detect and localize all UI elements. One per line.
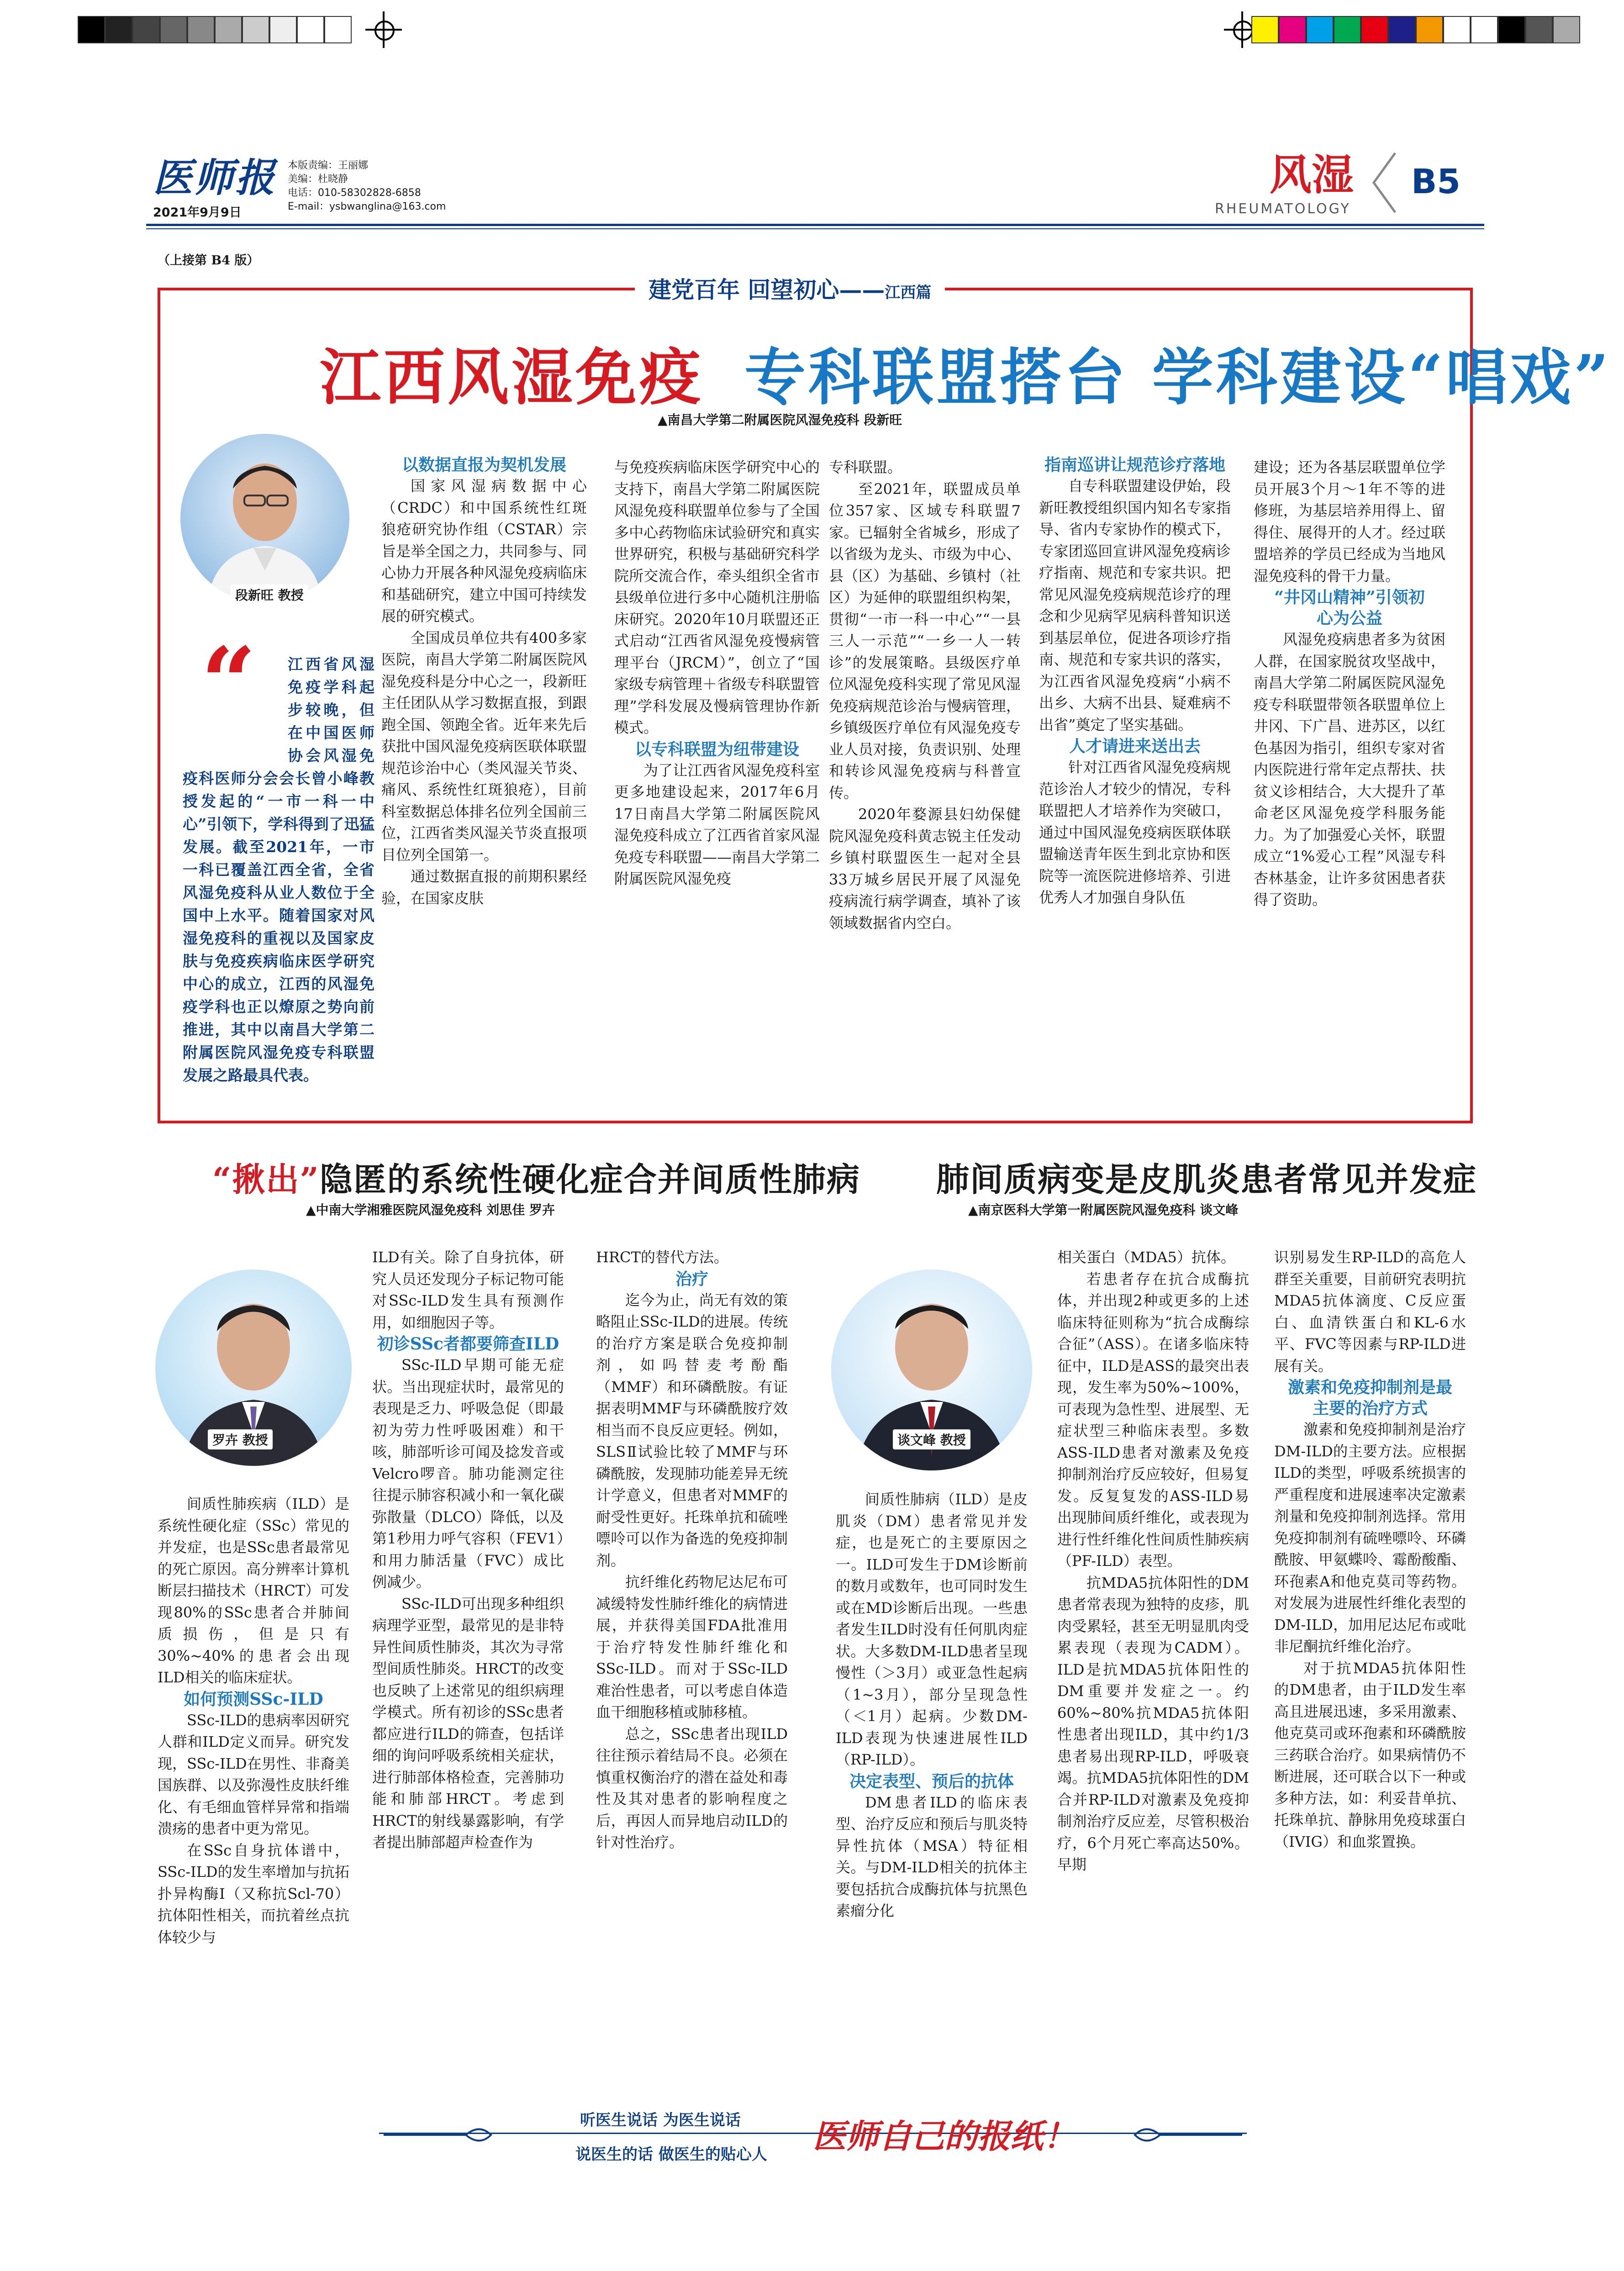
paragraph: 抗纤维化药物尼达尼布可减缓特发性肺纤维化的病情进展，并获得美国FDA批准用于治疗特发性肺纤维化和SSc-ILD。而对于SSc-ILD难治性患者，可以考虑自体造血干细胞移植或肺移植。: [596, 1573, 788, 1721]
color-bar: [1251, 16, 1580, 43]
paragraph: 若患者存在抗合成酶抗体，并出现2种或更多的上述临床特征则称为“抗合成酶综合征”（ASS）。在诸多临床特征中，ILD是ASS的最突出表现，发生率为50%~100%，可表现为急性型、进展型、无症状型三种临床表型。多数ASS-ILD患者对激素及免疫抑制剂治疗反应较好，但易复发。反复复发的ASS-ILD易出现肺间质纤维化，或表现为进行性纤维化性间质性肺疾病（PF-ILD）表型。: [1057, 1270, 1249, 1570]
paragraph: 为了让江西省风湿免疫科室更多地建设起来，2017年6月17日南昌大学第二附属医院风湿免疫科成立了江西省首家风湿免疫专科联盟——南昌大学第二附属医院风湿免疫: [614, 761, 820, 887]
article-subhead: 治疗: [675, 1269, 708, 1289]
editor-line: 本版责编：王丽娜: [288, 160, 369, 171]
editor-info: [288, 159, 446, 214]
paragraph: SSc-ILD早期可能无症状。当出现症状时，最常见的表现是乏力、呼吸急促（即最初为劳力性呼吸困难）和干咳，肺部听诊可闻及捻发音或Velcro啰音。肺功能测定往往提示肺容积减小和一氧化碳弥散量（DLCO）降低，以及第1秒用力呼气容积（FEV1）和用力肺活量（FVC）成比例减少。: [372, 1356, 564, 1591]
header-rule-thin: [146, 228, 1484, 229]
section-title-en: RHEUMATOLOGY: [1215, 201, 1351, 217]
paragraph: 间质性肺疾病（ILD）是系统性硬化症（SSc）常见的并发症，也是SSc患者最常见的死亡原因。高分辨率计算机断层扫描技术（HRCT）可发现80%的SSc患者合并肺间质损伤，但是只有30%~40%的患者会出现ILD相关的临床症状。: [158, 1495, 349, 1686]
editor-line: E-mail：ysbwanglina@163.com: [288, 201, 446, 212]
paragraph: 至2021年，联盟成员单位357家、区域专科联盟7家。已辐射全省城乡，形成了以省级为龙头、市级为中心、县（区）为基础、乡镇村（社区）为延伸的联盟组织构架，贯彻“一市一科一中心”“一县三人一示范”“一乡一人一转诊”的发展策略。县级医疗单位风湿免疫科实现了常见风湿免疫病规范诊治与慢病管理，乡镇级医疗单位有风湿免疫专业人员对接，负责识别、处理和转诊风湿免疫病与科普宣传。: [829, 480, 1021, 801]
paragraph: HRCT的替代方法。: [596, 1249, 728, 1266]
footer-slogan-1: 听医生说话 为医生说话: [580, 2111, 741, 2129]
article-subhead: 如何预测SSc-ILD: [184, 1689, 323, 1709]
paragraph: 抗MDA5抗体阳性的DM患者常表现为独特的皮疹，肌肉受累轻，甚至无明显肌肉受累表现（表现为CADM）。ILD是抗MDA5抗体阳性的DM重要并发症之一。约60%~80%抗MDA5抗体阳性患者出现ILD，其中约1/3患者易出现RP-ILD，呼吸衰竭。抗MDA5抗体阳性的DM合并RP-ILD对激素及免疫抑制剂治疗反应差，尽管积极治疗，6个月死亡率高达50%。早期: [1057, 1574, 1249, 1873]
paragraph: 迄今为止，尚无有效的策略阻止SSc-ILD的进展。传统的治疗方案是联合免疫抑制剂，如吗替麦考酚酯（MMF）和环磷酰胺。有证据表明MMF与环磷酰胺疗效相当而不良反应更轻。例如，SLSⅡ试验比较了MMF与环磷酰胺，发现肺功能差异无统计学意义，但患者对MMF的耐受性更好。托珠单抗和硫唑嘌呤可以作为备选的免疫抑制剂。: [596, 1291, 788, 1569]
feature-kicker: [635, 272, 945, 305]
title-highlight: “揪出”: [212, 1160, 320, 1199]
portrait-caption: 罗卉 教授: [208, 1429, 273, 1449]
paragraph: SSc-ILD的患病率因研究人群和ILD定义而异。研究发现，SSc-ILD在男性、非裔美国族群、以及弥漫性皮肤纤维化、有毛细血管样异常和指端溃疡的患者中更为常见。: [158, 1711, 349, 1837]
paragraph: 总之，SSc患者出现ILD往往预示着结局不良。必须在慎重权衡治疗的潜在益处和毒性及其对患者的影响程度之后，再因人而异地启动ILD的针对性治疗。: [596, 1725, 788, 1851]
paragraph: 针对江西省风湿免疫病规范诊治人才较少的情况，专科联盟把人才培养作为突破口，通过中国风湿免疫病医联体联盟输送青年医生到北京协和医院等一流医院进修培养、引进优秀人才加强自身队伍: [1039, 759, 1231, 906]
paragraph: DM患者ILD的临床表型、治疗反应和预后与肌炎特异性抗体（MSA）特征相关。与DM-ILD相关的抗体主要包括抗合成酶抗体与抗黑色素瘤分化: [836, 1793, 1028, 1919]
article-subhead: 决定表型、预后的抗体: [849, 1771, 1014, 1791]
issue-date: 2021年9月9日: [153, 205, 242, 220]
portrait-caption: 段新旺 教授: [231, 585, 308, 605]
feature-subhead: 人才请进来送出去: [1069, 737, 1201, 756]
editor-line: 美编：杜晓静: [288, 174, 348, 185]
headline-blue: 专科联盟搭台 学科建设“唱戏”: [744, 341, 1612, 413]
grayscale-bar: [78, 16, 352, 43]
feature-subhead: “井冈山精神”引领初心为公益: [1274, 588, 1425, 628]
paragraph: ILD有关。除了自身抗体，研究人员还发现分子标记物可能对SSc-ILD发生具有预测作用，如细胞因子等。: [372, 1249, 564, 1331]
person-icon: [180, 434, 349, 603]
registration-mark-left: [365, 11, 402, 48]
paragraph: SSc-ILD可出现多种组织病理学亚型，最常见的是非特异性间质性肺炎，其次为寻常型间质性肺炎。HRCT的改变也反映了上述常见的组织病理学模式。所有初诊的SSc患者都应进行ILD的筛查，包括详细的询问呼吸系统相关症状，进行肺部体格检查，完善肺功能和肺部HRCT。考虑到HRCT的射线暴露影响，有学者提出肺部超声检查作为: [372, 1595, 564, 1851]
portrait-caption: 谈文峰 教授: [893, 1429, 970, 1449]
ornament-left-icon: [384, 2119, 493, 2151]
feature-subhead: 以数据直报为契机发展: [401, 455, 566, 474]
chevron-divider-icon: [1370, 151, 1397, 215]
title-rest: 隐匿的系统性硬化症合并间质性肺病: [319, 1160, 860, 1199]
feature-column-2: [614, 457, 820, 890]
feature-column-5: [1254, 457, 1445, 911]
paragraph: 2020年婺源县妇幼保健院风湿免疫科黄志锐主任发动乡镇村联盟医生一起对全县33万城乡居民开展了风湿免疫病流行病学调查，填补了该领域数据省内空白。: [829, 806, 1021, 932]
paragraph: 对于抗MDA5抗体阳性的DM患者，由于ILD发生率高且进展迅速，多采用激素、他克莫司或环孢素和环磷酰胺三药联合治疗。如果病情仍不断进展，还可联合以下一种或多种方法，如：利妥昔单抗、托珠单抗、静脉用免疫球蛋白（IVIG）和血浆置换。: [1274, 1659, 1466, 1850]
kicker-small: 江西篇: [885, 284, 932, 302]
article-left-column-3: [596, 1247, 788, 1854]
headline-red: 江西风湿免疫: [320, 341, 704, 413]
newspaper-logo: 医师报: [153, 155, 276, 201]
paragraph: 自专科联盟建设伊始，段新旺教授组织国内知名专家指导、省内专家协作的模式下，专家团巡回宣讲风湿免疫病诊疗指南、规范和专家共识。把常见风湿免疫病规范诊疗的理念和少见病罕见病科普知识送到基层单位，促进各项诊疗指南、规范和专家共识的落实，为江西省风湿免疫病“小病不出乡、大病不出县、疑难病不出省”奠定了坚实基础。: [1039, 477, 1231, 733]
article-right-title: 肺间质病变是皮肌炎患者常见并发症: [936, 1160, 1477, 1199]
article-right-byline: ▲南京医科大学第一附属医院风湿免疫科 谈文峰: [968, 1202, 1239, 1217]
paragraph: 通过数据直报的前期积累经验，在国家皮肤: [381, 868, 587, 907]
paragraph: 相关蛋白（MDA5）抗体。: [1057, 1249, 1235, 1266]
article-right-column-1: [836, 1489, 1028, 1922]
paragraph: 国家风湿病数据中心（CRDC）和中国系统性红斑狼疮研究协作组（CSTAR）宗旨是举全国之力，共同参与、同心协力开展各种风湿免疫病临床和基础研究，建立中国可持续发展的研究模式。: [381, 477, 587, 625]
kicker-text: 建党百年 回望初心——: [649, 276, 885, 303]
feature-subhead: 指南巡讲让规范诊疗落地: [1044, 455, 1225, 474]
paragraph: 在SSc自身抗体谱中，SSc-ILD的发生率增加与抗拓扑异构酶I（又称抗Scl-70）抗体阳性相关，而抗着丝点抗体较少与: [158, 1841, 349, 1946]
pull-quote-text: 江西省风湿免疫学科起步较晚，但在中国医师协会风湿免疫科医师分会会长曾小峰教授发起的“一市一科一中心”引领下，学科得到了迅猛发展。截至2021年，一市一科已覆盖江西全省，全省风湿免疫科从业人数位于全国中上水平。随着国家对风湿免疫科的重视以及国家皮肤与免疫疾病临床医学研究中心的成立，江西的风湿免疫学科也正以燎原之势向前推进，其中以南昌大学第二附属医院风湿免疫专科联盟发展之路最具代表。: [183, 655, 374, 1084]
feature-column-3: [829, 457, 1021, 934]
paragraph: 建设；还为各基层联盟单位学员开展3个月～1年不等的进修班，为基层培养用得上、留得住、展得开的人才。经过联盟培养的学员已经成为当地风湿免疫科的骨干力量。: [1254, 458, 1445, 585]
ornament-right-icon: [1133, 2119, 1242, 2151]
section-title: 风湿: [1270, 150, 1354, 200]
feature-subhead: 以专科联盟为纽带建设: [634, 739, 799, 759]
paragraph: 激素和免疫抑制剂是治疗DM-ILD的主要方法。应根据ILD的类型，呼吸系统损害的严重程度和进展速率决定激素剂量和免疫抑制剂选择。常用免疫抑制剂有硫唑嘌呤、环磷酰胺、甲氨蝶呤、霉酚酸酯、环孢素A和他克莫司等药物。对发展为进展性纤维化表型的DM-ILD，加用尼达尼布或吡非尼酮抗纤维化治疗。: [1274, 1421, 1466, 1655]
page-number: B5: [1411, 162, 1461, 201]
paragraph: 全国成员单位共有400多家医院，南昌大学第二附属医院风湿免疫科是分中心之一，段新旺主任团队从学习数据直报，到跟跑全国、领跑全省。近年来先后获批中国风湿免疫病医联体联盟规范诊治中心（类风湿关节炎、痛风、系统性红斑狼疮），目前科室数据总体排名位列全国前三位，江西省类风湿关节炎直报项目位列全国第一。: [381, 629, 587, 864]
feature-column-4: [1039, 454, 1231, 909]
footer-slogan-2: 说医生的话 做医生的贴心人: [575, 2145, 767, 2164]
header-rule: [146, 224, 1484, 226]
paragraph: 与免疫疾病临床医学研究中心的支持下，南昌大学第二附属医院风湿免疫科联盟单位参与了全国多中心药物临床试验研究和真实世界研究，积极与基础研究科学院所交流合作，牵头组织全省市县级单位进行多中心随机注册临床研究。2020年10月联盟还正式启动“江西省风湿免疫慢病管理平台（JRCM）”，创立了“国家级专病管理＋省级专科联盟管理”学科发展及慢病管理协作新模式。: [614, 458, 820, 736]
quote-icon: “: [201, 626, 256, 739]
article-subhead: 初诊SSc者都要筛查ILD: [377, 1334, 559, 1354]
editor-line: 电话：010-58302828-6858: [288, 187, 421, 199]
article-right-column-2: [1057, 1247, 1249, 1876]
article-left-column-1: [158, 1493, 349, 1948]
paragraph: 风湿免疫病患者多为贫困人群，在国家脱贫攻坚战中，南昌大学第二附属医院风湿免疫专科联盟带领各联盟单位上井冈、下广昌、进苏区，以红色基因为指引，组织专家对省内医院进行常年定点帮扶、扶贫义诊相结合，大大提升了革命老区风湿免疫学科服务能力。为了加强爱心关怀，联盟成立“1%爱心工程”风湿专科杏林基金，让许多贫困患者获得了资助。: [1254, 631, 1445, 908]
article-left-column-2: [372, 1247, 564, 1854]
feature-headline: [320, 329, 1612, 416]
feature-column-1: [381, 454, 587, 909]
pull-quote: [183, 653, 374, 1087]
article-left-byline: ▲中南大学湘雅医院风湿免疫科 刘思佳 罗卉: [306, 1202, 555, 1217]
continued-note: （上接第 B4 版）: [158, 253, 259, 268]
paragraph: 识别易发生RP-ILD的高危人群至关重要，目前研究表明抗MDA5抗体滴度、C反应蛋白、血清铁蛋白和KL-6水平、FVC等因素与RP-ILD进展有关。: [1274, 1249, 1466, 1375]
paragraph: 专科联盟。: [829, 458, 902, 476]
footer-brand: 医师自己的报纸！: [813, 2117, 1076, 2155]
feature-byline: ▲南昌大学第二附属医院风湿免疫科 段新旺: [658, 412, 902, 427]
article-right-column-3: [1274, 1247, 1466, 1853]
article-subhead: 激素和免疫抑制剂是最主要的治疗方式: [1288, 1378, 1453, 1418]
portrait-duan: [180, 434, 349, 603]
paragraph: 间质性肺病（ILD）是皮肌炎（DM）患者常见并发症，也是死亡的主要原因之一。ILD可发生于DM诊断前的数月或数年，也可同时发生或在MD诊断后出现。一些患者发生ILD时没有任何肌肉症状。大多数DM-ILD患者呈现慢性（＞3月）或亚急性起病（1~3月），部分呈现急性（＜1月）起病。少数DM-ILD表现为快速进展性ILD（RP-ILD）。: [836, 1491, 1028, 1768]
article-left-title: [212, 1153, 860, 1201]
